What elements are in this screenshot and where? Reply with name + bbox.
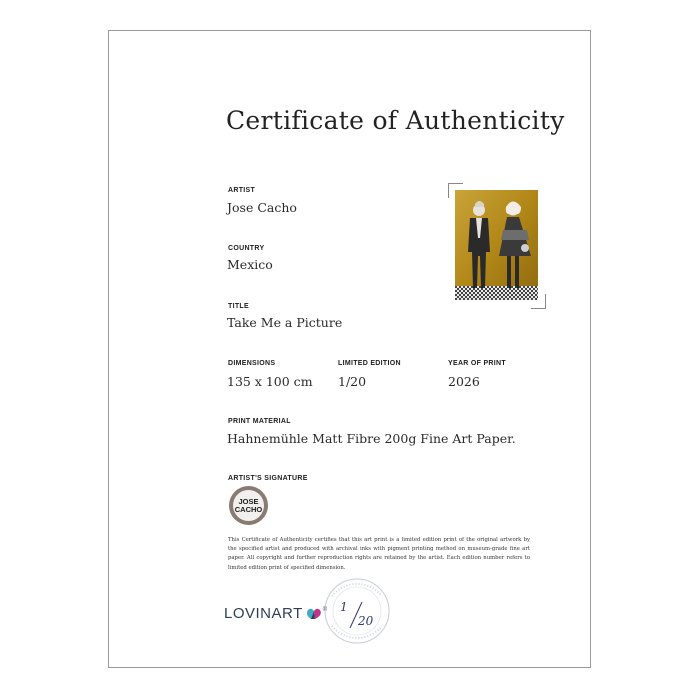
- title-value: Take Me a Picture: [227, 315, 343, 330]
- legal-text: This Certificate of Authenticity certifies that this art print is a limited edition print of the original artwork by the specified artist and produced with archival inks with pigment printing method on museum-grade fine art paper. All copyright and further reproduction rights are retained by the artist. Each edition number refers to limited edition print of specified dimension.: [228, 537, 530, 571]
- artwork-image: [455, 190, 538, 300]
- artist-value: Jose Cacho: [227, 200, 297, 215]
- title-label: TITLE: [228, 303, 249, 310]
- edition-number-handwritten: [336, 600, 376, 630]
- signature-stamp: [229, 486, 268, 525]
- certificate-title: Certificate of Authenticity: [226, 106, 565, 135]
- brand-heart-icon: [305, 607, 323, 621]
- limited-edition-value: 1/20: [338, 374, 367, 389]
- brand-logo: [224, 605, 327, 622]
- signature-label: ARTIST'S SIGNATURE: [228, 475, 308, 482]
- dimensions-label: DIMENSIONS: [228, 360, 276, 367]
- limited-edition-label: LIMITED EDITION: [338, 360, 401, 367]
- edition-numerator: 1: [340, 600, 348, 614]
- artist-label: ARTIST: [228, 187, 256, 194]
- print-material-label: PRINT MATERIAL: [228, 418, 291, 425]
- artwork-frame: [448, 183, 546, 309]
- trademark-symbol: ®: [322, 606, 328, 613]
- country-label: COUNTRY: [228, 245, 265, 252]
- year-of-print-value: 2026: [448, 374, 480, 389]
- stamp-line-1: JOSE: [238, 496, 259, 506]
- dimensions-value: 135 x 100 cm: [227, 374, 313, 389]
- print-material-value: Hahnemühle Matt Fibre 200g Fine Art Paper.: [227, 431, 516, 446]
- stamp-line-2: CACHO: [234, 504, 263, 514]
- edition-denominator: 20: [358, 614, 374, 628]
- country-value: Mexico: [227, 257, 273, 272]
- brand-name: LOVINART: [224, 605, 303, 622]
- year-of-print-label: YEAR OF PRINT: [448, 360, 506, 367]
